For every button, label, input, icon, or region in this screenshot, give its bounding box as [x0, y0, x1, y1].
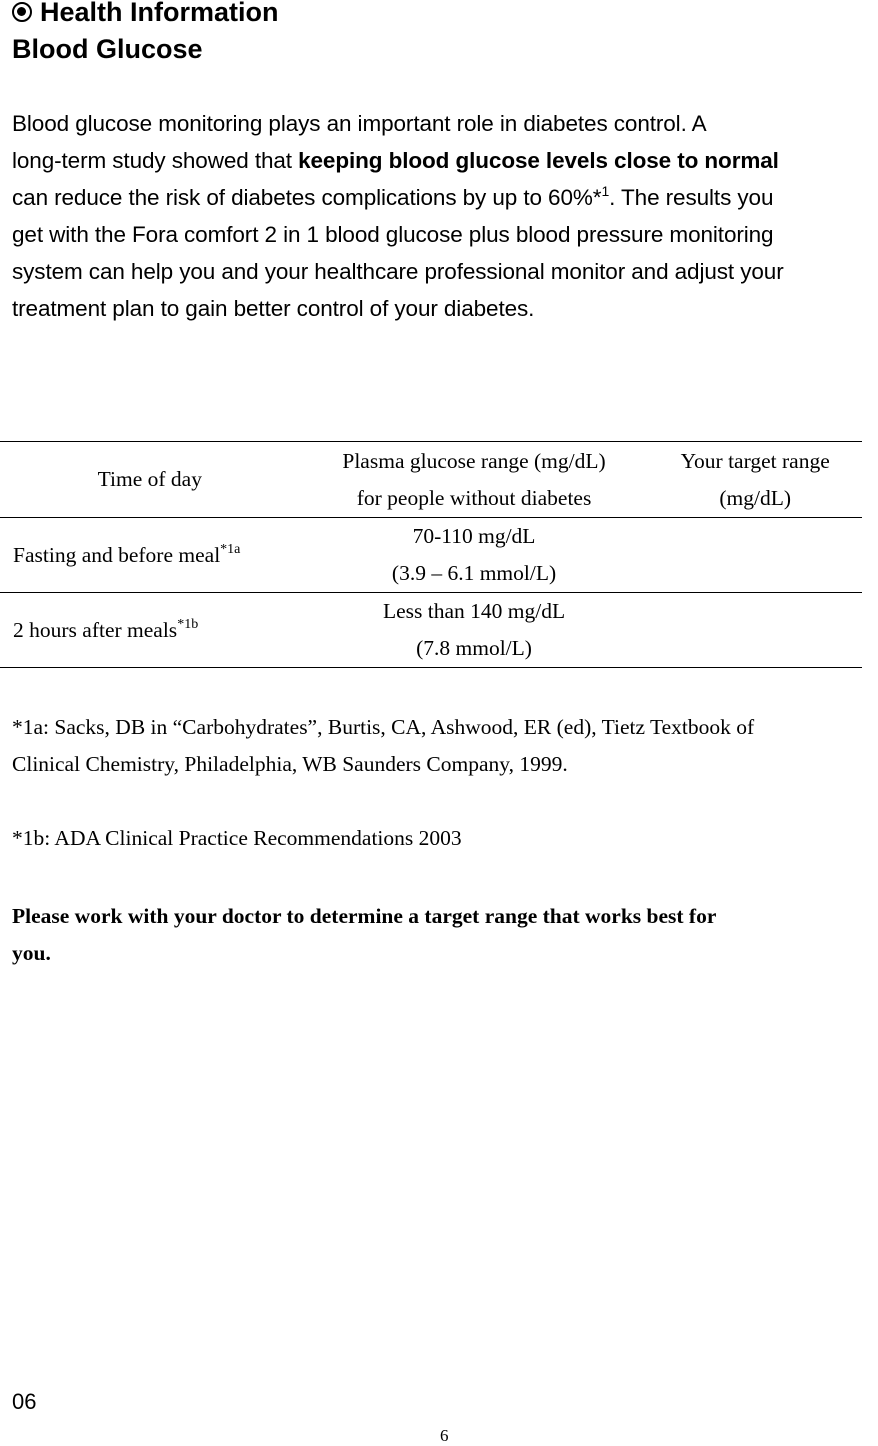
- table-row: [0, 518, 862, 593]
- intro-text: can reduce the risk of diabetes complications by up to 60%*: [12, 185, 602, 210]
- footnote-ref: *1b: [177, 616, 199, 632]
- intro-line: treatment plan to gain better control of your diabetes.: [12, 296, 535, 321]
- row-target-cell: [648, 593, 862, 668]
- table-header-row: [0, 442, 862, 518]
- page-number: 6: [440, 1426, 449, 1445]
- header-time-of-day: Time of day: [0, 442, 300, 518]
- row-range-cell: 70-110 mg/dL (3.9 – 6.1 mmol/L): [300, 518, 649, 593]
- glucose-range-table: [0, 441, 862, 668]
- row-time-cell: 2 hours after meals$^{*1b}$: [0, 593, 300, 668]
- intro-text: long-term study showed that: [12, 148, 299, 173]
- row-range-cell: Less than 140 mg/dL (7.8 mmol/L): [300, 593, 649, 668]
- footnote-1a: *1a: Sacks, DB in “Carbohydrates”, Burtis, CA, Ashwood, ER (ed), Tietz Textbook of Clinical Chemistry, Philadelphia, WB Saunders Company, 1999.: [12, 715, 755, 776]
- row-target-cell: [648, 518, 862, 593]
- row-time-cell: Fasting and before meal$^{*1a}$: [0, 518, 300, 593]
- page-code: 06: [12, 1389, 37, 1414]
- section-title: Health Information: [40, 0, 279, 27]
- advice-note: Please work with your doctor to determine a target range that works best for you.: [12, 904, 717, 965]
- footnote-ref: 1: [601, 183, 610, 199]
- footnote-ref: *1a: [220, 541, 241, 557]
- footnote-1b: *1b: ADA Clinical Practice Recommendations 2003: [12, 826, 462, 850]
- intro-text: . The results you: [609, 185, 774, 210]
- section-heading: [12, 0, 279, 30]
- intro-paragraph: [12, 105, 878, 327]
- intro-line: [12, 179, 878, 216]
- intro-emphasis: keeping blood glucose levels close to normal: [298, 148, 779, 173]
- intro-line: [12, 142, 878, 179]
- intro-line: Blood glucose monitoring plays an important role in diabetes control. A: [12, 111, 707, 136]
- table-row: [0, 593, 862, 668]
- intro-line: get with the Fora comfort 2 in 1 blood glucose plus blood pressure monitoring: [12, 222, 774, 247]
- page-title: Blood Glucose: [12, 34, 203, 64]
- intro-line: system can help you and your healthcare professional monitor and adjust your: [12, 259, 784, 284]
- circle-bullet-icon: [12, 2, 32, 22]
- header-target-range: Your target range (mg/dL): [648, 442, 862, 518]
- header-plasma-range: Plasma glucose range (mg/dL) for people without diabetes: [300, 442, 649, 518]
